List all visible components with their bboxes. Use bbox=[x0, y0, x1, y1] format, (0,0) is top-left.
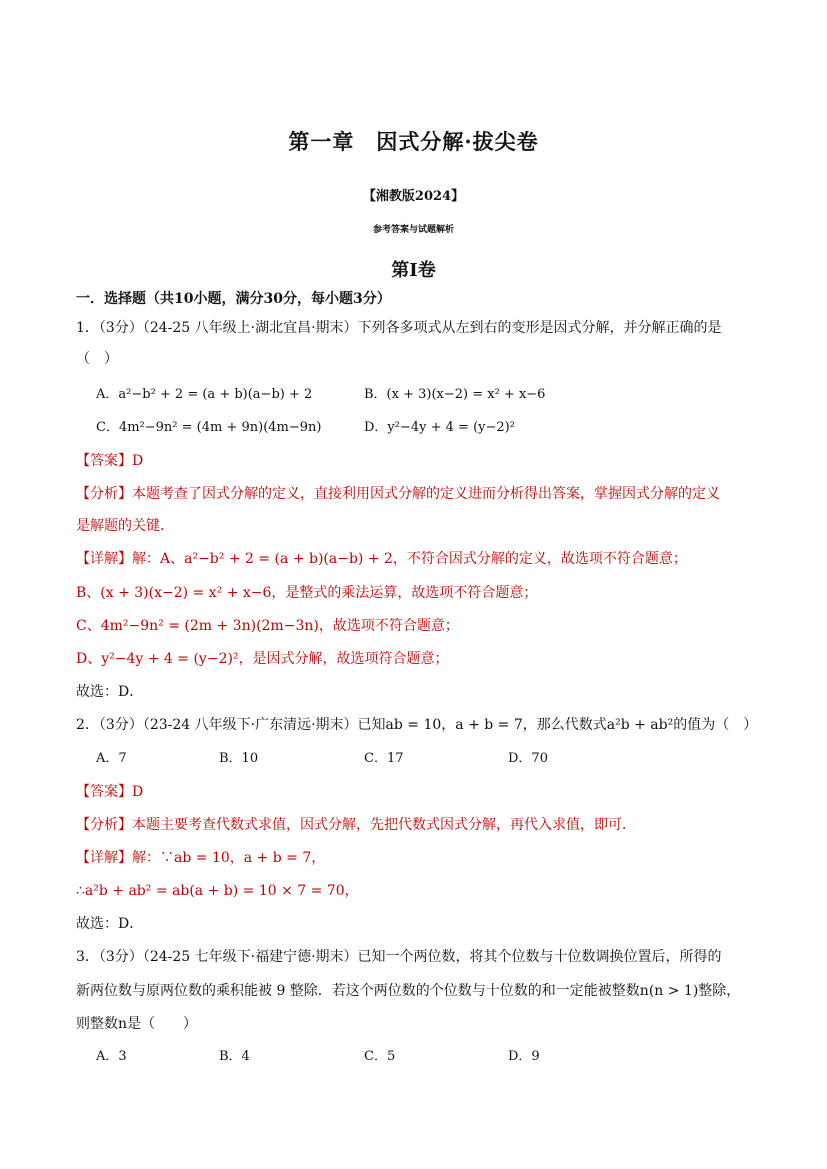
q3-stem-cont2: 则整数n是（ ） bbox=[76, 1016, 198, 1032]
q1-detail-a: 【详解】解：A、a²−b² + 2 = (a + b)(a−b) + 2，不符合因式分解的定义，故选项不符合题意； bbox=[76, 551, 687, 567]
q1-analysis-cont: 是解题的关键． bbox=[76, 518, 174, 534]
q3-stem: 3．（3分）（24-25 七年级下·福建宁德·期末）已知一个两位数，将其个位数与十位数调换位置后，所得的 bbox=[76, 949, 722, 965]
q3-stem-cont: 新两位数与原两位数的乘积能被 9 整除．若这个两位数的个位数与十位数的和一定能被整数n(n > 1)整除， bbox=[76, 983, 741, 999]
q1-option-d: D．y²−4y + 4 = (y−2)² bbox=[364, 420, 515, 435]
q2-detail-b: ∴a²b + ab² = ab(a + b) = 10 × 7 = 70， bbox=[76, 883, 359, 899]
q2-choice: 故选：D． bbox=[76, 916, 144, 932]
q2-option-d: D．70 bbox=[508, 751, 548, 766]
q2-detail-a: 【详解】解：∵ab = 10，a + b = 7， bbox=[76, 850, 326, 866]
q2-analysis: 【分析】本题主要考查代数式求值，因式分解，先把代数式因式分解，再代入求值，即可． bbox=[76, 817, 636, 833]
q3-option-d: D．9 bbox=[508, 1049, 540, 1064]
q3-option-c: C．5 bbox=[364, 1049, 396, 1064]
edition-label: 【湘教版2024】 bbox=[362, 189, 465, 204]
q3-option-b: B．4 bbox=[219, 1049, 250, 1064]
q1-option-c: C．4m²−9n² = (4m + 9n)(4m−9n) bbox=[96, 420, 322, 435]
q1-answer: 【答案】D bbox=[76, 453, 144, 469]
q2-option-a: A．7 bbox=[96, 751, 127, 766]
q2-option-b: B．10 bbox=[219, 751, 259, 766]
q1-stem-cont: （ ） bbox=[76, 351, 118, 367]
q2-stem: 2．（3分）（23-24 八年级下·广东清远·期末）已知ab = 10，a + b = 7，那么代数式a²b + ab²的值为（ ） bbox=[76, 717, 758, 733]
q1-detail-c: C、4m²−9n² = (2m + 3n)(2m−3n)，故选项不符合题意； bbox=[76, 618, 459, 634]
q1-choice: 故选：D． bbox=[76, 684, 144, 700]
q2-answer: 【答案】D bbox=[76, 784, 144, 800]
q3-option-a: A．3 bbox=[96, 1049, 127, 1064]
q1-detail-d: D、y²−4y + 4 = (y−2)²，是因式分解，故选项符合题意； bbox=[76, 651, 449, 667]
section-heading: 一．选择题（共10小题，满分30分，每小题3分） bbox=[76, 291, 391, 307]
volume-label: 第I卷 bbox=[391, 260, 436, 281]
q1-option-a: A．a²−b² + 2 = (a + b)(a−b) + 2 bbox=[96, 387, 313, 402]
q2-option-c: C．17 bbox=[364, 751, 404, 766]
answer-note: 参考答案与试题解析 bbox=[372, 225, 454, 235]
q1-stem: 1．（3分）（24-25 八年级上·湖北宜昌·期末）下列各多项式从左到右的变形是因式分解，并分解正确的是 bbox=[76, 320, 722, 336]
q1-option-b: B．(x + 3)(x−2) = x² + x−6 bbox=[364, 387, 546, 402]
q1-detail-b: B、(x + 3)(x−2) = x² + x−6，是整式的乘法运算，故选项不符合题意； bbox=[76, 585, 538, 601]
q1-analysis: 【分析】本题考查了因式分解的定义，直接利用因式分解的定义进而分析得出答案，掌握因式分解的定义 bbox=[76, 486, 720, 502]
document-title: 第一章 因式分解·拔尖卷 bbox=[288, 129, 539, 154]
